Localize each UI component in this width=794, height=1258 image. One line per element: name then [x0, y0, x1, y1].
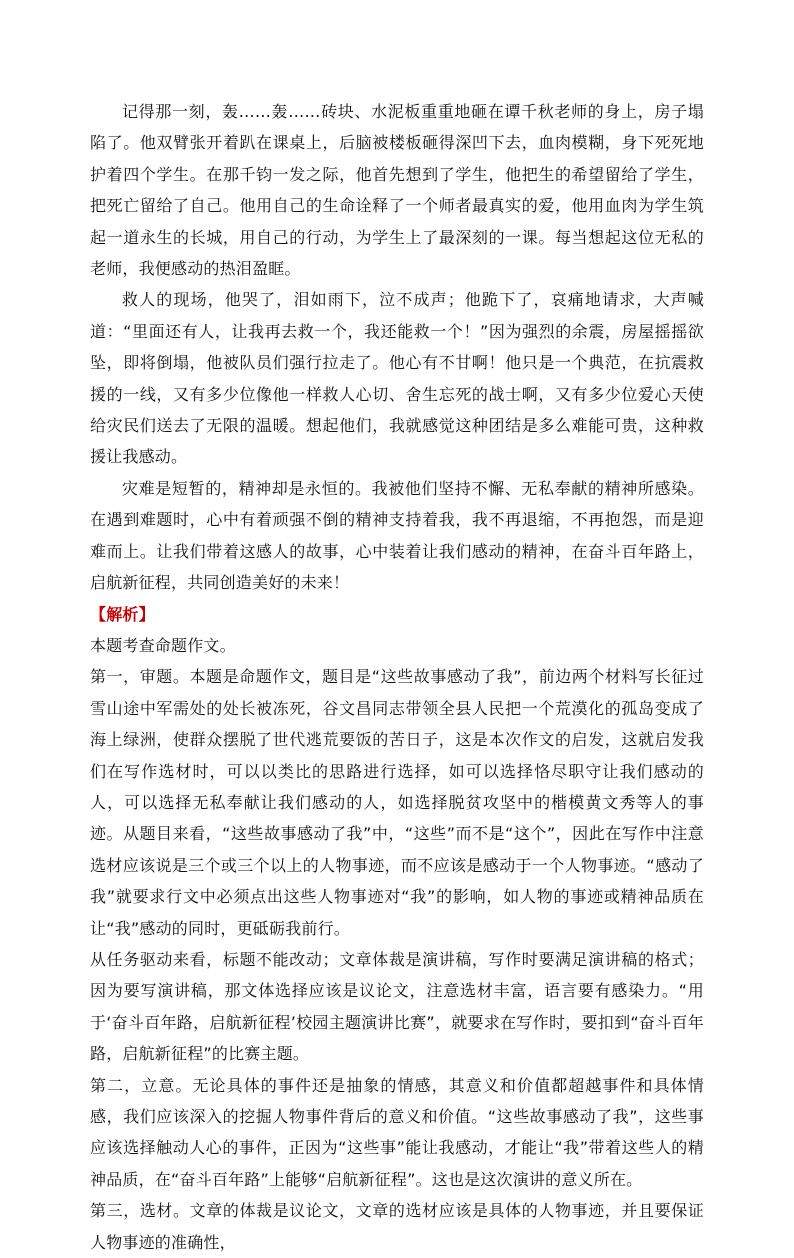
analysis-intro: 本题考查命题作文。: [90, 635, 236, 655]
essay-paragraph-1: 记得那一刻，轰……轰……砖块、水泥板重重地砸在谭千秋老师的身上，房子塌陷了。他双臂张开着趴在课桌上，后脑被楼板砸得深凹下去，血肉模糊，身下死死地护着四个学生。在那千钧一发之际，他首先想到了学生，他把生的希望留给了学生，把死亡留给了自己。他用自己的生命诠释了一个师者最真实的爱，他用血肉为学生筑起一道永生的长城，用自己的行动，为学生上了最深刻的一课。每当想起这位无私的老师，我便感动的热泪盈眶。: [90, 102, 704, 279]
analysis-heading: 【解析】: [90, 604, 155, 624]
essay-paragraph-3: 灾难是短暂的，精神却是永恒的。我被他们坚持不懈、无私奉献的精神所感染。在遇到难题时，心中有着顽强不倒的精神支持着我，我不再退缩，不再抱怨，而是迎难而上。让我们带着这感人的故事，心中装着让我们感动的精神，在奋斗百年路上，启航新征程，共同创造美好的未来！: [90, 478, 704, 593]
analysis-paragraph-4: 第三，选材。文章的体裁是议论文，文章的选材应该是具体的人物事迹，并且要保证人物事迹的准确性，: [90, 1201, 704, 1252]
essay-paragraph-2: 救人的现场，他哭了，泪如雨下，泣不成声；他跪下了，哀痛地请求，大声喊道：“里面还有人，让我再去救一个，我还能救一个！”因为强烈的余震，房屋摇摇欲坠，即将倒塌，他被队员们强行拉走了。他心有不甘啊！他只是一个典范，在抗震救援的一线，又有多少位像他一样救人心切、舍生忘死的战士啊，又有多少位爱心天使给灾民们送去了无限的温暖。想起他们，我就感觉这种团结是多么难能可贵，这种救援让我感动。: [90, 290, 704, 467]
analysis-paragraph-1: 第一，审题。本题是命题作文，题目是“这些故事感动了我”，前边两个材料写长征过雪山途中军需处的处长被冻死，谷文昌同志带领全县人民把一个荒漠化的孤岛变成了海上绿洲，使群众摆脱了世代逃荒要饭的苦日子，这是本次作文的启发，这就启发我们在写作选材时，可以以类比的思路进行选择，如可以选择恪尽职守让我们感动的人，可以选择无私奉献让我们感动的人，如选择脱贫攻坚中的楷模黄文秀等人的事迹。从题目来看，“这些故事感动了我”中，“这些”而不是“这个”，因此在写作中注意选材应该说是三个或三个以上的人物事迹，而不应该是感动于一个人物事迹。“感动了我”就要求行文中必须点出这些人物事迹对“我”的影响，如人物的事迹或精神品质在让“我”感动的同时，更砥砺我前行。: [90, 667, 704, 938]
analysis-paragraph-2: 从任务驱动来看，标题不能改动；文章体裁是演讲稿，写作时要满足演讲稿的格式；因为要写演讲稿，那文体选择应该是议论文，注意选材丰富，语言要有感染力。“用于‘奋斗百年路，启航新征程’校园主题演讲比赛”，就要求在写作时，要扣到“奋斗百年路，启航新征程”的比赛主题。: [90, 949, 704, 1064]
analysis-paragraph-3: 第二，立意。无论具体的事件还是抽象的情感，其意义和价值都超越事件和具体情感，我们应该深入的挖掘人物事件背后的意义和价值。“这些故事感动了我”，这些事应该选择触动人心的事件，正因为“这些事”能让我感动，才能让“我”带着这些人的精神品质，在“奋斗百年路”上能够“启航新征程”。这也是这次演讲的意义所在。: [90, 1075, 704, 1189]
